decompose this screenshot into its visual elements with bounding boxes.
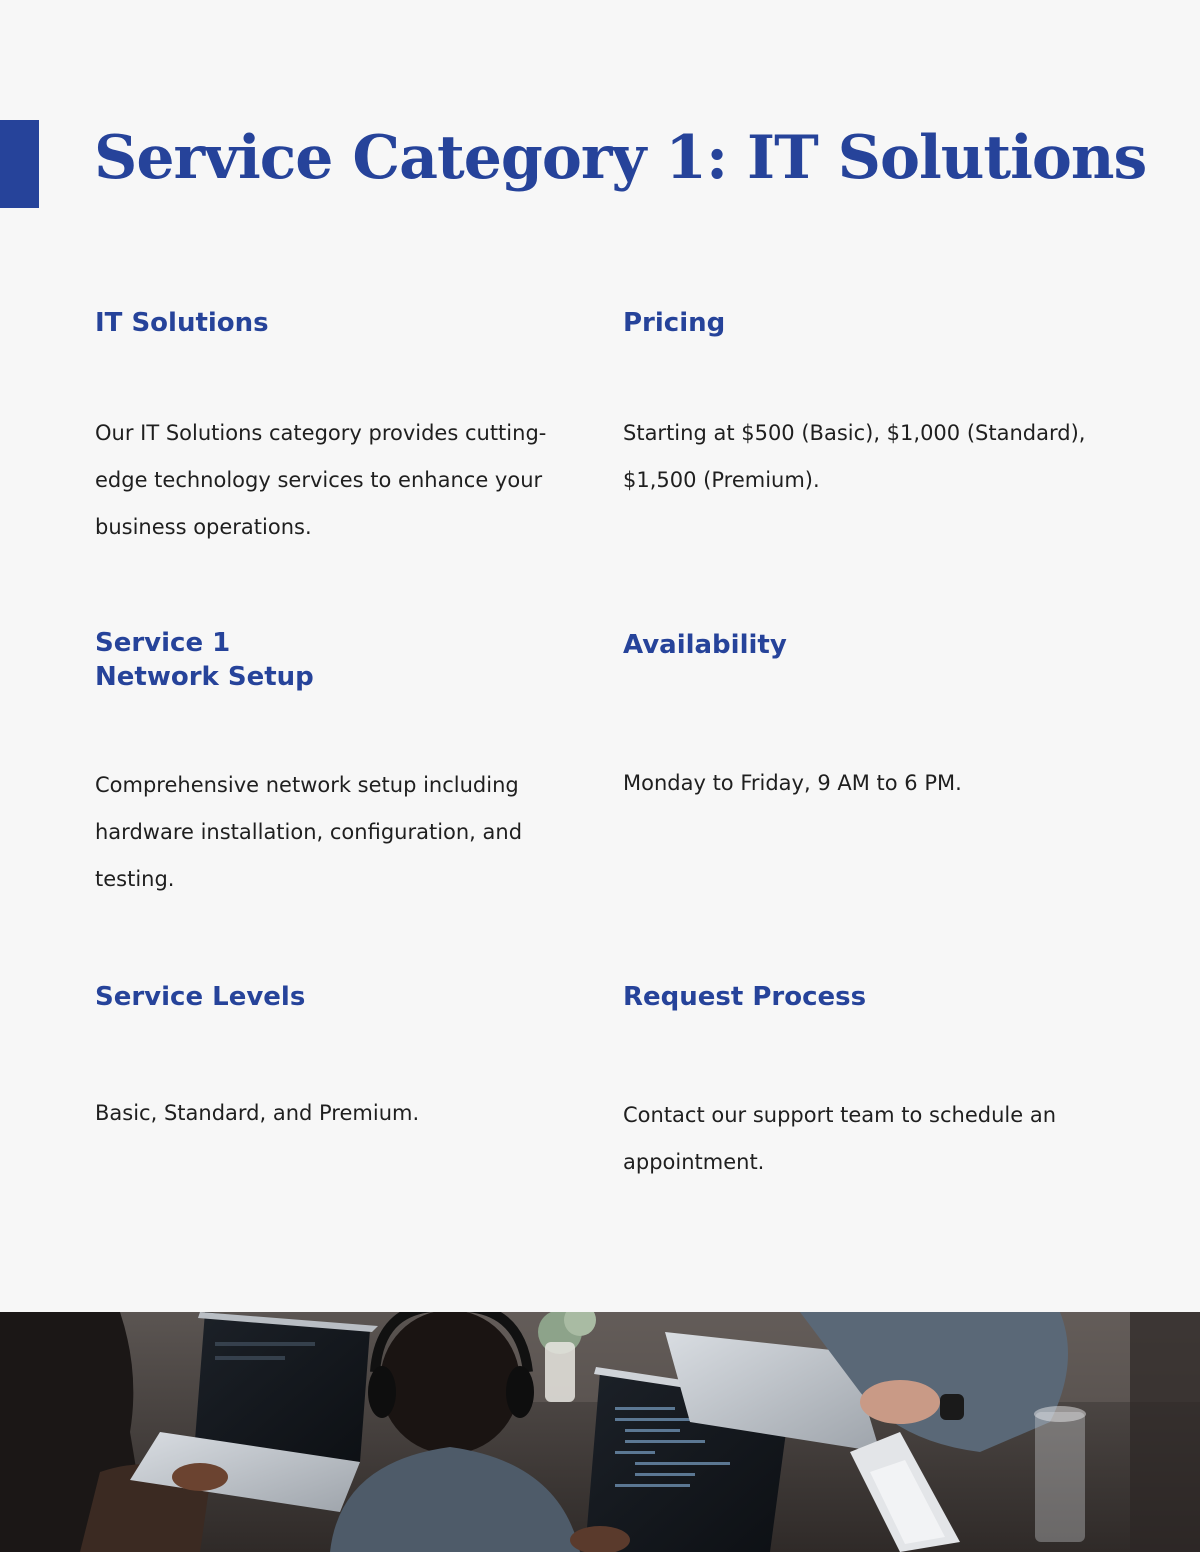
section-heading-pricing: Pricing bbox=[623, 308, 726, 338]
section-request-process bbox=[623, 980, 1093, 1174]
section-body-it-solutions: Our IT Solutions category provides cutting-edge technology services to enhance your business operations. bbox=[95, 421, 547, 539]
section-body-availability: Monday to Friday, 9 AM to 6 PM. bbox=[623, 771, 962, 795]
section-heading-service-levels: Service Levels bbox=[95, 982, 306, 1012]
section-body-request-process: Contact our support team to schedule an appointment. bbox=[623, 1103, 1057, 1174]
section-pricing bbox=[623, 306, 1093, 492]
section-heading-it-solutions: IT Solutions bbox=[95, 308, 269, 338]
section-body-pricing: Starting at $500 (Basic), $1,000 (Standard), $1,500 (Premium). bbox=[623, 421, 1086, 492]
team-working-photo bbox=[0, 1312, 1200, 1552]
section-body-service-1: Comprehensive network setup including hardware installation, configuration, and testing. bbox=[95, 773, 523, 891]
section-availability bbox=[623, 628, 1093, 795]
section-body-service-levels: Basic, Standard, and Premium. bbox=[95, 1101, 420, 1125]
section-heading-request-process: Request Process bbox=[623, 982, 867, 1012]
section-service-levels bbox=[95, 980, 565, 1125]
team-working-illustration bbox=[0, 1312, 1200, 1552]
section-heading-service-1: Service 1 Network Setup bbox=[95, 628, 314, 692]
title-accent-bar bbox=[0, 120, 39, 208]
section-it-solutions bbox=[95, 306, 565, 539]
section-service-1 bbox=[95, 626, 565, 891]
page-title: Service Category 1: IT Solutions bbox=[94, 123, 1147, 193]
section-heading-availability: Availability bbox=[623, 630, 787, 660]
